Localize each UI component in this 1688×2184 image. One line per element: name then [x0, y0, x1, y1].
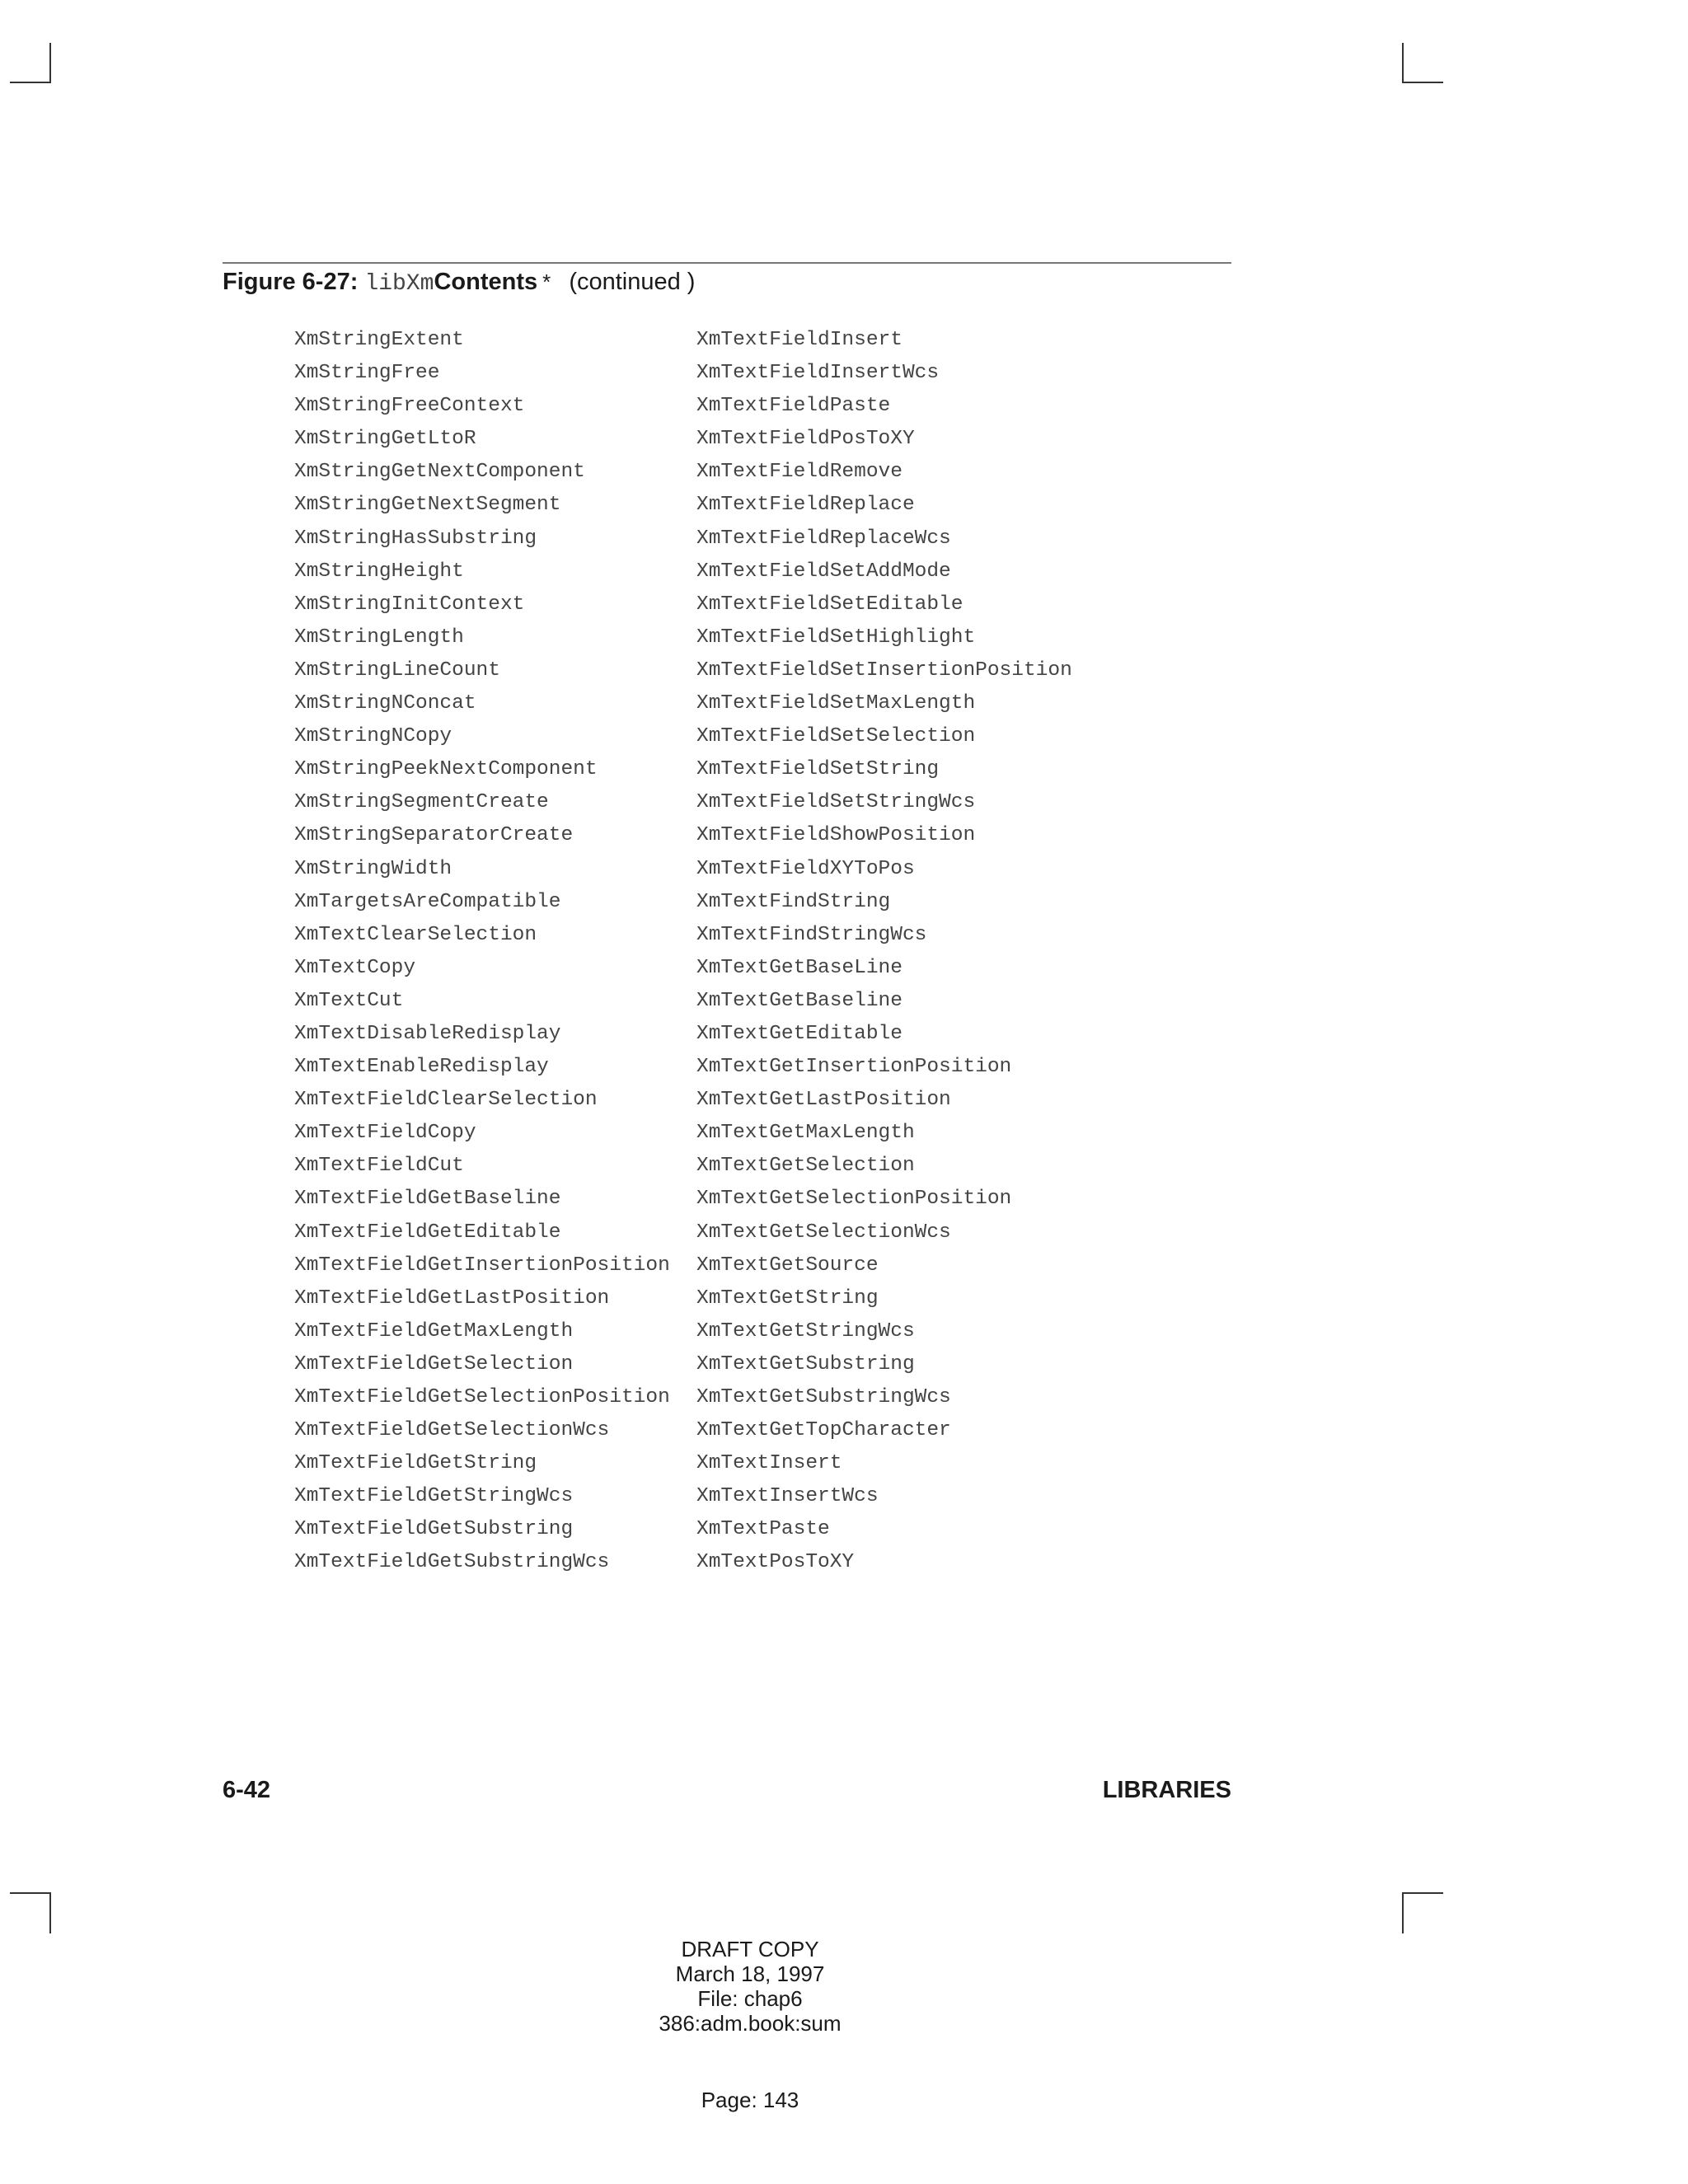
figure-title: Contents	[434, 269, 538, 295]
function-name: XmTextFieldGetSubstringWcs	[294, 1551, 610, 1574]
crop-mark-top-right-vertical	[1402, 43, 1404, 83]
function-name: XmTextFieldGetEditable	[294, 1221, 561, 1244]
draft-book: 386:adm.book:sum	[659, 2011, 842, 2036]
function-name: XmTextGetBaseline	[696, 989, 903, 1012]
function-name: XmStringNCopy	[294, 725, 452, 748]
function-name: XmTextFieldSetAddMode	[696, 560, 951, 583]
function-name: XmTextFieldGetSubstring	[294, 1518, 574, 1541]
function-name: XmStringPeekNextComponent	[294, 758, 598, 781]
crop-mark-top-left-horizontal	[10, 82, 51, 83]
function-name: XmTextClearSelection	[294, 923, 537, 946]
function-name: XmTextPaste	[696, 1518, 830, 1541]
function-name: XmTextFieldGetBaseline	[294, 1188, 561, 1211]
function-name: XmStringLineCount	[294, 658, 500, 682]
function-name: XmTextFieldXYToPos	[696, 857, 915, 880]
function-name: XmTextGetString	[696, 1286, 879, 1310]
crop-mark-bottom-right-horizontal	[1402, 1892, 1443, 1894]
function-name: XmTextFieldCopy	[294, 1122, 476, 1145]
crop-mark-top-left-vertical	[49, 43, 51, 83]
crop-mark-bottom-left-horizontal	[10, 1892, 51, 1894]
function-name: XmTextFindString	[696, 890, 891, 913]
page-number: 6-42	[223, 1777, 271, 1803]
function-name: XmStringExtent	[294, 329, 464, 351]
right-function-list	[696, 324, 1072, 1580]
figure-lib-name: libXm	[364, 271, 434, 297]
function-name: XmTextFieldInsert	[696, 329, 903, 351]
function-name: XmTextGetBaseLine	[696, 956, 903, 979]
function-name: XmStringGetNextComponent	[294, 461, 585, 484]
function-name: XmTextFieldClearSelection	[294, 1089, 598, 1112]
function-name: XmTextFieldGetSelectionWcs	[294, 1419, 610, 1442]
crop-mark-bottom-left-vertical	[49, 1892, 51, 1933]
function-name: XmTextGetInsertionPosition	[696, 1056, 1012, 1079]
figure-marker: *	[542, 269, 551, 294]
function-name: XmTextFieldRemove	[696, 461, 903, 484]
function-name: XmTextCut	[294, 989, 404, 1012]
function-name: XmTextGetStringWcs	[696, 1319, 915, 1343]
function-name: XmStringLength	[294, 626, 464, 649]
function-name: XmTextGetSelectionWcs	[696, 1221, 951, 1244]
function-name: XmTextGetMaxLength	[696, 1122, 915, 1145]
function-name: XmTextGetEditable	[696, 1022, 903, 1045]
function-name: XmTextGetTopCharacter	[696, 1419, 951, 1442]
figure-label: Figure 6-27:	[223, 269, 359, 295]
function-name: XmTextPosToXY	[696, 1551, 855, 1574]
function-name: XmTextFieldInsertWcs	[696, 362, 940, 385]
function-name: XmTextFieldReplaceWcs	[696, 527, 951, 550]
function-name: XmTextGetLastPosition	[696, 1089, 951, 1112]
function-name: XmTextGetSelectionPosition	[696, 1188, 1012, 1211]
function-name: XmTextFindStringWcs	[696, 923, 927, 946]
function-name: XmStringSeparatorCreate	[294, 824, 574, 847]
function-name: XmTextGetSubstringWcs	[696, 1386, 951, 1408]
function-name: XmTextFieldGetStringWcs	[294, 1485, 574, 1508]
figure-continued: (continued )	[569, 269, 696, 295]
function-name: XmStringFreeContext	[294, 395, 525, 418]
function-name: XmTextGetSubstring	[696, 1352, 915, 1376]
function-name: XmTextFieldPosToXY	[696, 428, 915, 451]
function-name: XmTextFieldPaste	[696, 395, 891, 418]
function-name: XmTextFieldGetInsertionPosition	[294, 1254, 670, 1277]
draft-date: March 18, 1997	[675, 1961, 825, 1986]
function-name: XmTextFieldGetString	[294, 1452, 537, 1475]
function-name: XmTextFieldSetInsertionPosition	[696, 658, 1072, 682]
function-name: XmTextFieldShowPosition	[696, 824, 976, 847]
draft-notice	[585, 1937, 915, 2036]
function-name: XmStringFree	[294, 362, 440, 385]
left-function-list	[294, 324, 670, 1580]
function-name: XmTextFieldSetMaxLength	[696, 692, 976, 715]
function-name: XmTextInsert	[696, 1452, 842, 1475]
function-name: XmTextCopy	[294, 956, 416, 979]
function-name: XmStringNConcat	[294, 692, 476, 715]
function-name: XmTargetsAreCompatible	[294, 890, 561, 913]
crop-mark-top-right-horizontal	[1402, 82, 1443, 83]
function-name: XmTextEnableRedisplay	[294, 1056, 549, 1079]
function-name: XmTextFieldSetEditable	[696, 593, 964, 616]
function-name: XmTextGetSource	[696, 1254, 879, 1277]
function-name: XmStringHasSubstring	[294, 527, 537, 550]
function-name: XmTextInsertWcs	[696, 1485, 879, 1508]
function-name: XmTextGetSelection	[696, 1155, 915, 1178]
section-title: LIBRARIES	[1102, 1777, 1231, 1803]
draft-file: File: chap6	[697, 1986, 803, 2011]
function-name: XmTextFieldSetHighlight	[696, 626, 976, 649]
function-name: XmStringInitContext	[294, 593, 525, 616]
function-name: XmTextFieldSetStringWcs	[696, 791, 976, 814]
function-name: XmTextFieldReplace	[696, 494, 915, 517]
figure-caption	[223, 265, 695, 301]
function-name: XmTextFieldGetMaxLength	[294, 1319, 574, 1343]
page-info: Page: 143	[701, 2088, 799, 2112]
function-name: XmTextDisableRedisplay	[294, 1022, 561, 1045]
draft-label: DRAFT COPY	[681, 1937, 819, 1961]
figure-top-rule	[223, 262, 1231, 264]
function-name: XmStringSegmentCreate	[294, 791, 549, 814]
function-name: XmTextFieldSetString	[696, 758, 940, 781]
function-name: XmStringHeight	[294, 560, 464, 583]
function-name: XmTextFieldGetSelection	[294, 1352, 574, 1376]
function-name: XmTextFieldSetSelection	[696, 725, 976, 748]
function-name: XmStringGetLtoR	[294, 428, 476, 451]
function-name: XmTextFieldGetSelectionPosition	[294, 1386, 670, 1408]
function-name: XmStringWidth	[294, 857, 452, 880]
function-name: XmStringGetNextSegment	[294, 494, 561, 517]
function-name: XmTextFieldCut	[294, 1155, 464, 1178]
crop-mark-bottom-right-vertical	[1402, 1892, 1404, 1933]
function-name: XmTextFieldGetLastPosition	[294, 1286, 610, 1310]
